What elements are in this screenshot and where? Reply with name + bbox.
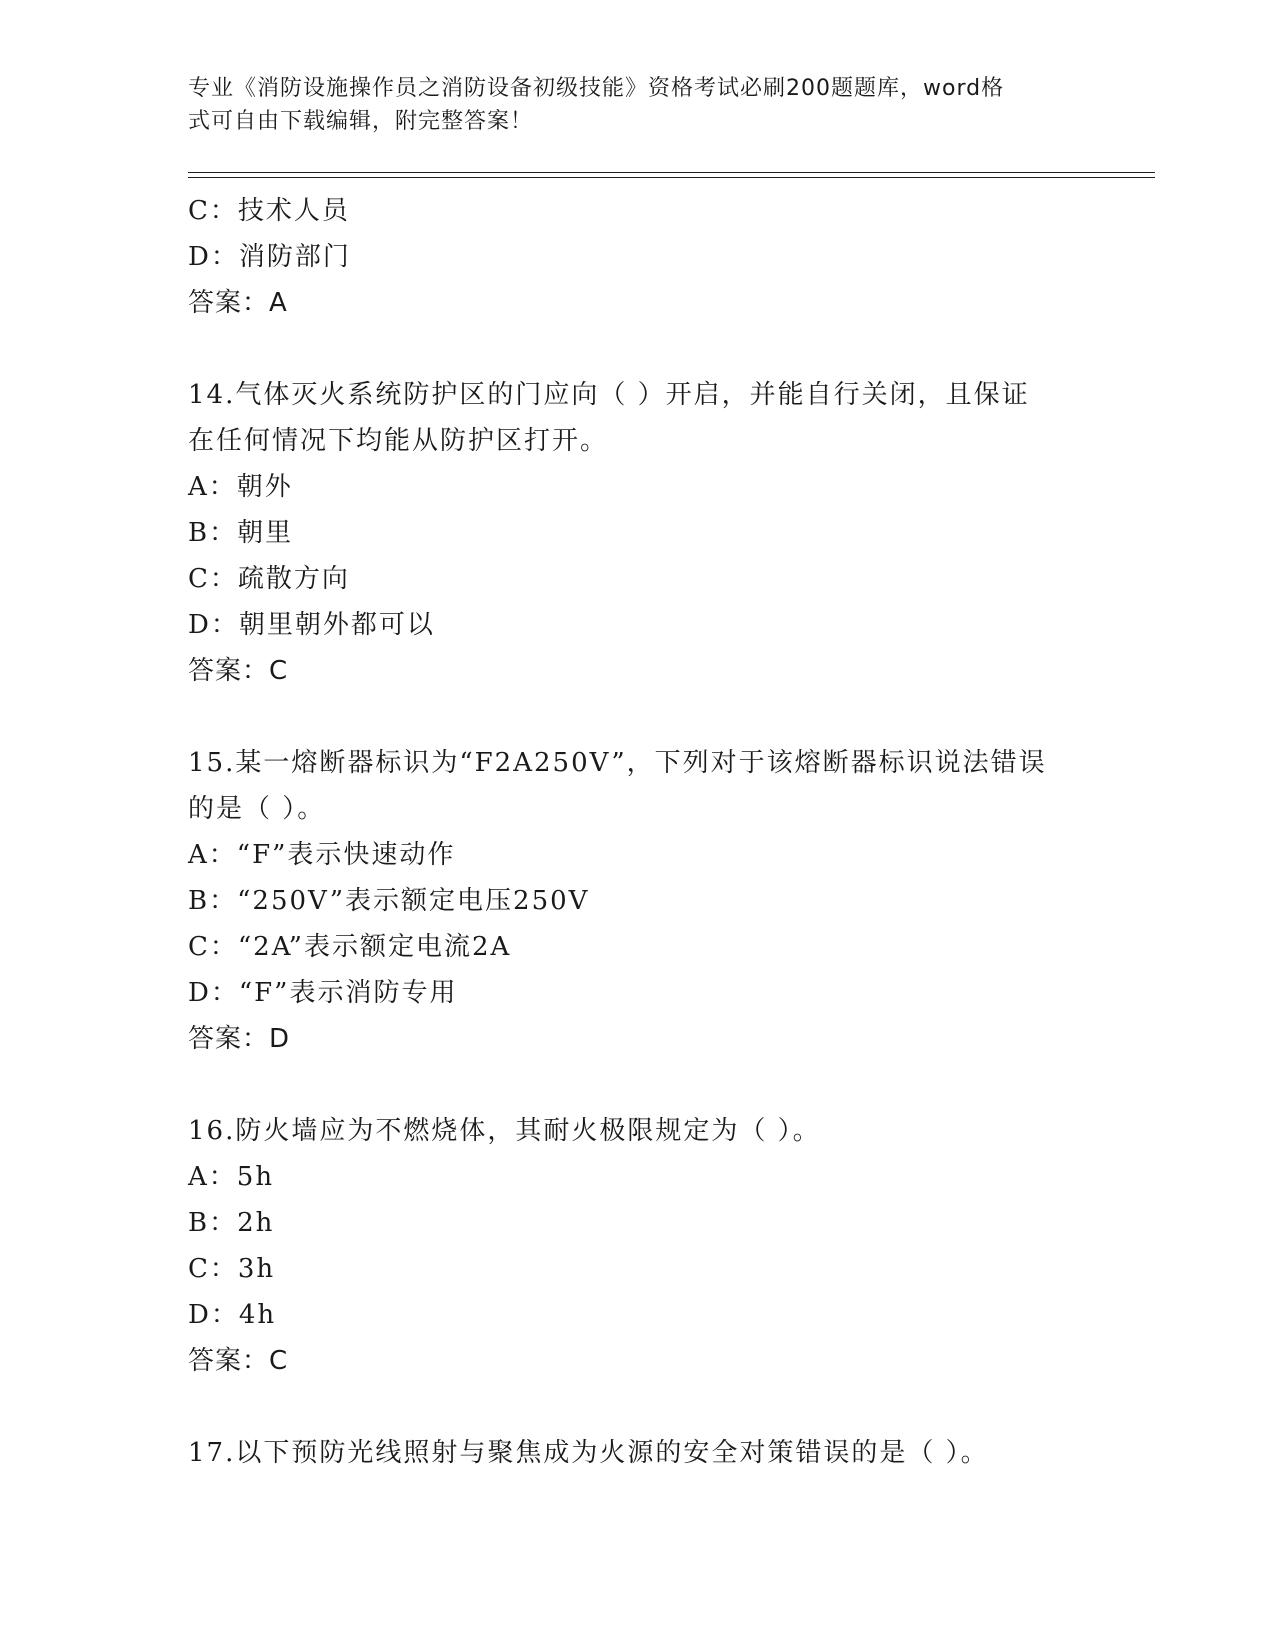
question-14 xyxy=(188,372,1128,694)
header-rule-bottom xyxy=(188,177,1155,178)
question-15-stem-line-2: 的是（ ）。 xyxy=(188,794,326,824)
header-line-1: 专业《消防设施操作员之消防设备初级技能》资格考试必刷200题题库，word格 xyxy=(188,76,1005,101)
prev-option-c: C：技术人员 xyxy=(188,196,350,226)
question-17-stem-line-1: 17.以下预防光线照射与聚焦成为火源的安全对策错误的是（ ）。 xyxy=(188,1438,989,1468)
question-14-option-a: A：朝外 xyxy=(188,472,293,502)
question-16-option-d: D：4h xyxy=(188,1300,277,1330)
question-14-answer: 答案：C xyxy=(188,656,289,686)
question-15-option-b: B：“250V”表示额定电压250V xyxy=(188,886,590,916)
question-16-option-b: B：2h xyxy=(188,1208,275,1238)
question-15-answer: 答案：D xyxy=(188,1024,291,1054)
document-header xyxy=(188,72,1078,138)
header-rule-top xyxy=(188,172,1155,173)
question-15-option-d: D：“F”表示消防专用 xyxy=(188,978,458,1008)
question-15-stem-line-1: 15.某一熔断器标识为“F2A250V”，下列对于该熔断器标识说法错误 xyxy=(188,748,1047,778)
question-17 xyxy=(188,1430,1128,1476)
question-14-option-b: B：朝里 xyxy=(188,518,294,548)
prev-option-d: D：消防部门 xyxy=(188,242,351,272)
question-14-option-d: D：朝里朝外都可以 xyxy=(188,610,435,640)
document-body xyxy=(188,188,1128,1476)
question-16 xyxy=(188,1108,1128,1384)
question-14-stem-line-1: 14.气体灭火系统防护区的门应向（ ）开启，并能自行关闭，且保证 xyxy=(188,380,1030,410)
question-16-answer: 答案：C xyxy=(188,1346,289,1376)
question-15-option-c: C：“2A”表示额定电流2A xyxy=(188,932,512,962)
prev-answer: 答案：A xyxy=(188,288,288,318)
question-16-option-c: C：3h xyxy=(188,1254,276,1284)
question-14-option-c: C：疏散方向 xyxy=(188,564,350,594)
question-15 xyxy=(188,740,1128,1062)
question-15-option-a: A：“F”表示快速动作 xyxy=(188,840,456,870)
question-16-stem-line-1: 16.防火墙应为不燃烧体，其耐火极限规定为（ ）。 xyxy=(188,1116,821,1146)
question-14-stem-line-2: 在任何情况下均能从防护区打开。 xyxy=(188,426,609,456)
header-line-2: 式可自由下载编辑，附完整答案！ xyxy=(188,109,534,134)
question-16-option-a: A：5h xyxy=(188,1162,275,1192)
